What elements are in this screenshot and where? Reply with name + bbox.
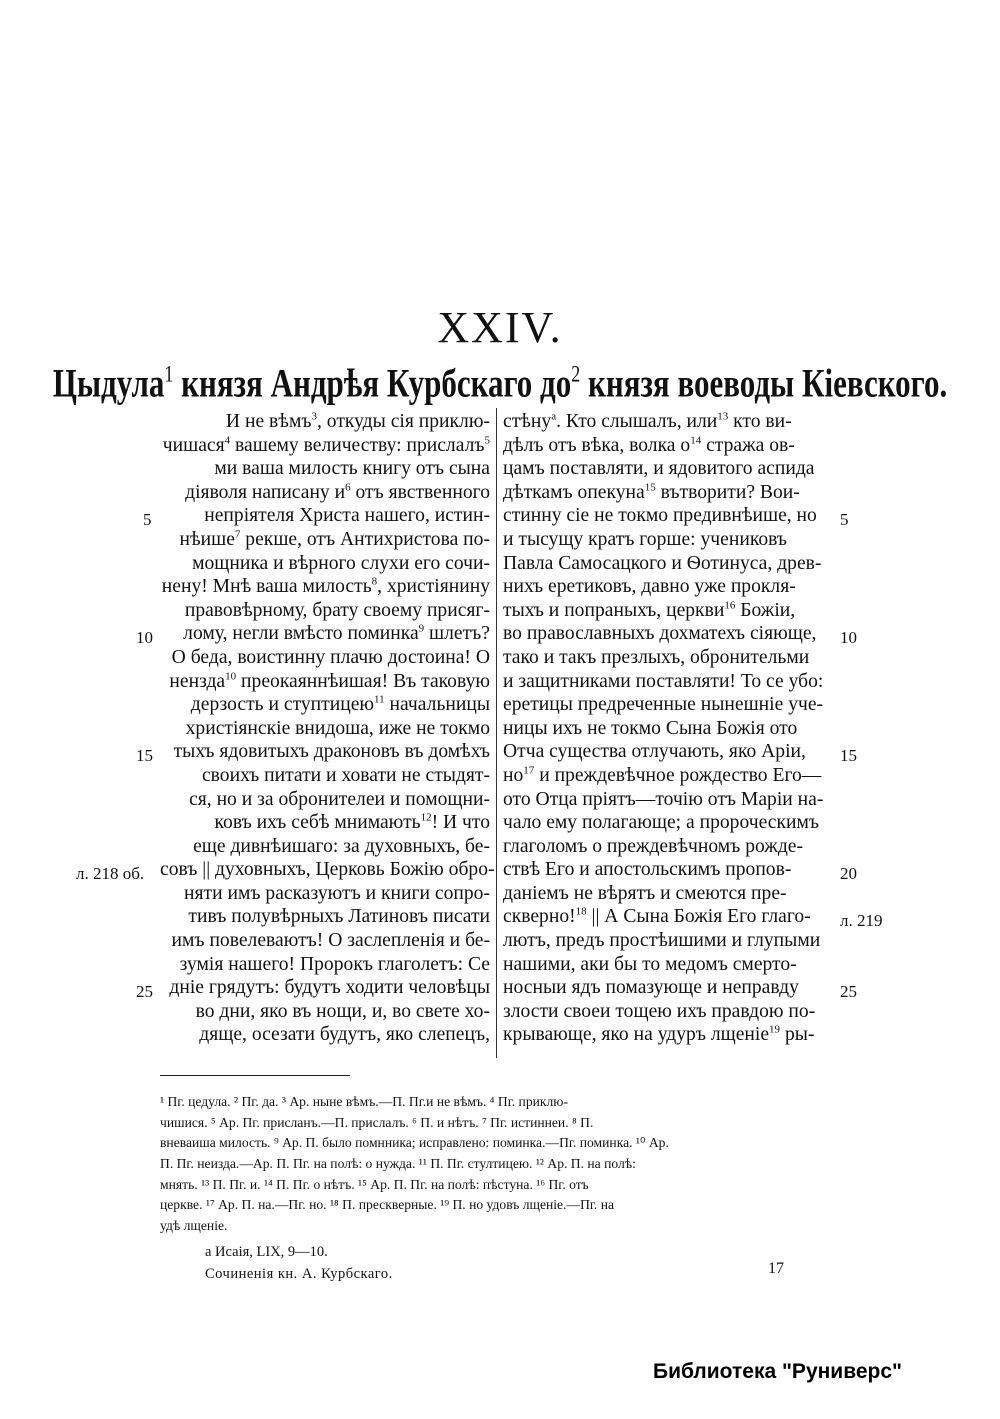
- text-segment: начальницы: [384, 694, 490, 716]
- text-segment: во дни, яко въ нощи, и, во свете хо-: [195, 1000, 490, 1022]
- footnote-line: удѣ лщеніе.: [160, 1218, 228, 1234]
- right-text-line: [503, 835, 836, 859]
- right-line-number: 10: [840, 628, 857, 647]
- footnote-line: П. Пг. неизда.—Ар. П. Пг. на полѣ: о нужда. ¹¹ П. Пг. стултицею. ¹² Ар. П. на полѣ:: [160, 1156, 636, 1172]
- text-segment: вашему величеству: прислалъ: [230, 434, 485, 456]
- folio-marker-right: л. 219: [840, 911, 883, 930]
- text-segment: ся, но и за обронителеи и помощни-: [189, 788, 490, 810]
- left-text-line: [160, 552, 490, 576]
- right-text-line: [503, 811, 836, 835]
- text-segment: . Кто слышалъ, или: [556, 411, 718, 432]
- text-segment: и тысущу кратъ горше: учениковъ: [503, 528, 788, 550]
- right-text-line: [503, 410, 836, 434]
- text-segment: чишася: [162, 434, 225, 456]
- right-text-line: [503, 646, 836, 670]
- text-segment: дерзость и ступтицею: [190, 694, 375, 716]
- left-text-line: [160, 740, 490, 764]
- text-segment: тыхъ ядовитыхъ драконовъ въ домѣхъ: [173, 741, 490, 763]
- text-segment: совъ || духовныхъ, Церковь Божію обро-: [160, 859, 495, 881]
- right-text-line: [503, 929, 836, 953]
- text-segment: нѣише: [179, 528, 235, 550]
- text-segment: ковъ ихъ себѣ мнимають: [214, 812, 421, 834]
- right-text-line: [503, 575, 836, 599]
- left-line-number: 15: [136, 746, 153, 765]
- text-segment: кто ви-: [728, 411, 792, 432]
- right-text-line: [503, 1000, 836, 1024]
- left-text-line: [160, 410, 490, 434]
- footnote-ref: а: [551, 410, 557, 423]
- text-segment: христіянскіе внидоша, иже не токмо: [185, 717, 490, 739]
- text-segment: дѣткамъ опекуна: [503, 481, 645, 503]
- footnote-a: а Исаія, LIX, 9—10.: [205, 1244, 328, 1260]
- text-segment: злости своеи тощею ихъ правдою по-: [503, 1000, 816, 1022]
- text-segment: ! И что: [431, 812, 490, 834]
- right-text-line: [503, 481, 836, 505]
- right-text-column: [503, 410, 836, 1047]
- footnote-ref: 7: [234, 528, 241, 541]
- text-segment: непріятеля Христа нашего, истин-: [204, 505, 490, 527]
- text-segment: вътворити? Вои-: [655, 481, 800, 503]
- text-segment: еретицы предреченные нынешніе уче-: [503, 694, 824, 716]
- left-text-line: [160, 457, 490, 481]
- left-text-line: [160, 575, 490, 599]
- text-segment: тако и такъ презлыхъ, обронительми: [503, 646, 810, 668]
- right-text-line: [503, 788, 836, 812]
- footnote-ref: 15: [644, 481, 656, 494]
- right-line-number: 15: [840, 746, 857, 765]
- text-segment: во православныхъ дохматехъ сіяюще,: [503, 623, 817, 645]
- text-segment: и преждевѣчное рождество Его—: [534, 764, 822, 786]
- text-segment: преокаяннѣишая! Въ таковую: [236, 670, 490, 692]
- footnote-ref: 8: [371, 575, 378, 588]
- left-text-line: [160, 670, 490, 694]
- left-text-line: [160, 599, 490, 623]
- right-text-line: [503, 1023, 836, 1047]
- left-text-line: [160, 646, 490, 670]
- text-segment: дніе грядутъ: будутъ ходити человѣцы: [169, 977, 490, 999]
- text-segment: ры-: [780, 1024, 815, 1046]
- footnote-line: чишися. ⁵ Ар. Пг. присланъ.—П. прислалъ. ⁶ П. и нѣтъ. ⁷ Пг. истиннеи. ⁸ П.: [160, 1114, 594, 1130]
- footnote-ref: 11: [374, 693, 385, 706]
- right-text-line: [503, 552, 836, 576]
- left-text-line: [160, 717, 490, 741]
- text-segment: ницы ихъ не токмо Сына Божія ото: [503, 717, 798, 739]
- text-segment: стѣну: [503, 411, 552, 432]
- right-text-line: [503, 622, 836, 646]
- footnote-ref: 1: [164, 360, 174, 387]
- chapter-title: [0, 360, 1000, 407]
- text-segment: дѣлъ отъ вѣка, волка о: [503, 434, 691, 456]
- chapter-title-text: князя Андрѣя Курбскаго до: [173, 360, 572, 406]
- left-text-line: [160, 976, 490, 1000]
- text-segment: Отча существа отлучають, яко Аріи,: [503, 741, 806, 763]
- text-segment: лютъ, предъ простѣишими и глупыми: [503, 930, 821, 952]
- right-text-line: [503, 858, 836, 882]
- text-segment: мощника и вѣрного слухи его сочи-: [192, 552, 490, 574]
- text-segment: и защитниками поставляти! То се убо:: [503, 670, 824, 692]
- column-divider: [496, 408, 497, 1058]
- text-segment: ото Отца пріятъ—точію отъ Маріи на-: [503, 788, 824, 810]
- left-line-number: 25: [136, 982, 153, 1001]
- left-text-line: [160, 622, 490, 646]
- text-segment: цамъ поставляти, и ядовитого аспида: [503, 458, 815, 480]
- left-line-number: 5: [143, 510, 152, 529]
- footnotes: [160, 1092, 832, 1237]
- text-segment: нензда: [169, 670, 226, 692]
- left-text-line: [160, 929, 490, 953]
- running-footer: Сочиненія кн. А. Курбскаго.: [205, 1266, 393, 1282]
- text-segment: своихъ питати и ховати не стыдят-: [201, 764, 490, 786]
- text-segment: ствѣ Его и апостольскимъ пропов-: [503, 859, 792, 881]
- right-text-line: [503, 953, 836, 977]
- footnote-ref: 18: [575, 905, 587, 918]
- left-text-line: [160, 481, 490, 505]
- footnote-ref: 10: [225, 670, 237, 682]
- footnote-line: ¹ Пг. цедула. ² Пг. да. ³ Ар. ныне вѣмъ.—П. Пг.и не вѣмъ. ⁴ Пг. приклю-: [160, 1094, 568, 1109]
- left-text-line: [160, 764, 490, 788]
- chapter-title-text: Цыдула: [52, 360, 165, 406]
- right-text-line: [503, 457, 836, 481]
- right-line-number: 20: [840, 864, 857, 883]
- left-text-line: [160, 858, 495, 882]
- text-segment: глаголомъ о преждевѣчномъ рожде-: [503, 835, 804, 857]
- left-text-line: [160, 788, 490, 812]
- footnote-ref: 13: [717, 410, 729, 423]
- text-segment: лому, негли вмѣсто поминка: [183, 623, 419, 645]
- text-segment: И не вѣмъ: [225, 411, 312, 432]
- text-segment: Божіи,: [735, 599, 796, 621]
- right-text-line: [503, 599, 836, 623]
- right-text-line: [503, 882, 836, 906]
- right-text-line: [503, 717, 836, 741]
- left-text-line: [160, 504, 490, 528]
- text-segment: даніемъ не вѣрятъ и смеются пре-: [503, 882, 787, 904]
- text-segment: стинну сіе не токмо предивнѣише, но: [503, 505, 817, 527]
- footnote-ref: 16: [724, 599, 736, 612]
- text-segment: но: [503, 764, 524, 786]
- text-segment: нашими, аки бы то медомъ смерто-: [503, 953, 797, 975]
- text-segment: діяволя написану и: [185, 481, 346, 503]
- text-segment: носныи ядъ помазующе и неправду: [503, 977, 799, 999]
- footnote-ref: 17: [523, 764, 535, 777]
- chapter-title-text: князя воеводы Кіевского.: [580, 360, 948, 406]
- footnote-line: вневаиша милость. ⁹ Ар. П. было помнника; исправлено: поминка.—Пг. поминка. ¹⁰ Ар.: [160, 1135, 669, 1151]
- text-segment: зумія нашего! Пророкъ глаголетъ: Се: [179, 953, 490, 975]
- left-text-line: [160, 882, 490, 906]
- left-text-line: [160, 693, 490, 717]
- text-segment: О беда, воистинну плачю достоина! О: [171, 646, 490, 668]
- right-text-line: [503, 740, 836, 764]
- text-segment: няти имъ расказуютъ и книги сопро-: [184, 882, 490, 904]
- right-text-line: [503, 528, 836, 552]
- footnote-ref: 12: [420, 811, 432, 824]
- left-text-line: [160, 905, 490, 929]
- left-text-line: [160, 434, 490, 458]
- left-text-line: [160, 835, 490, 859]
- text-segment: || А Сына Божія Его глаго-: [586, 906, 811, 928]
- right-line-number: 25: [840, 982, 857, 1001]
- text-segment: еще дивнѣишаго: за духовныхъ, бе-: [193, 835, 490, 857]
- chapter-number: XXIV.: [437, 303, 563, 352]
- text-segment: дяще, осезати будутъ, яко слепецъ,: [199, 1024, 490, 1046]
- text-segment: Павла Самосацкого и Ѳотинуса, древ-: [503, 552, 822, 574]
- text-segment: правовѣрному, брату своему присяг-: [184, 599, 490, 621]
- text-segment: нену! Мнѣ ваша милость: [161, 576, 372, 598]
- footnote-ref: 14: [690, 434, 702, 447]
- left-text-line: [160, 1000, 490, 1024]
- text-segment: рекше, отъ Антихристова по-: [240, 528, 490, 550]
- footnote-line: церкве. ¹⁷ Ар. П. на.—Пг. но. ¹⁸ П. прескверные. ¹⁹ П. но удовъ лщеніе.—Пг. на: [160, 1197, 615, 1213]
- text-segment: , откуды сія приклю-: [316, 411, 490, 432]
- footnote-rule: [160, 1075, 350, 1076]
- text-segment: крывающе, яко на удуръ лщеніе: [503, 1024, 770, 1046]
- text-segment: шлетъ?: [424, 623, 490, 645]
- footnote-line: мнять. ¹³ П. Пг. и. ¹⁴ П. Пг. о нѣтъ. ¹⁵ Ар. П. Пг. на полѣ: пѣстуна. ¹⁶ Пг. отъ: [160, 1176, 589, 1192]
- right-text-line: [503, 976, 836, 1000]
- left-text-line: [160, 528, 490, 552]
- footnote-ref: 9: [418, 622, 425, 635]
- page-number: 17: [768, 1260, 784, 1277]
- text-segment: тивъ полувѣрныхъ Латиновъ писати: [188, 906, 490, 928]
- right-text-line: [503, 434, 836, 458]
- footnote-ref: 19: [769, 1023, 781, 1036]
- right-text-line: [503, 670, 836, 694]
- footnote-ref: 5: [484, 434, 490, 447]
- footnote-ref: 6: [345, 481, 351, 494]
- left-text-column: [160, 410, 495, 1047]
- left-line-number: 10: [136, 628, 153, 647]
- folio-marker-left: л. 218 об.: [76, 864, 145, 883]
- text-segment: ми ваша милость книгу отъ сына: [214, 458, 490, 480]
- left-text-line: [160, 1023, 490, 1047]
- left-text-line: [160, 811, 490, 835]
- footnote-ref: 2: [571, 360, 581, 387]
- text-segment: , христіянину: [377, 576, 490, 598]
- right-line-number: 5: [840, 510, 849, 529]
- footnote-ref: 3: [311, 410, 317, 423]
- text-segment: скверно!: [503, 906, 576, 928]
- text-segment: чало ему полагающе; а пророческимъ: [503, 812, 820, 834]
- text-segment: отъ явственного: [350, 481, 490, 503]
- text-segment: тыхъ и попраныхъ, церкви: [503, 599, 725, 621]
- text-segment: нихъ еретиковъ, давно уже прокля-: [503, 576, 796, 598]
- footnote-ref: 4: [224, 434, 231, 447]
- text-segment: стража ов-: [701, 434, 795, 456]
- right-text-line: [503, 693, 836, 717]
- text-segment: имъ повелеваютъ! О заслепленія и бе-: [171, 930, 490, 952]
- right-text-line: [503, 764, 836, 788]
- library-watermark: Библиотека "Руниверс": [652, 1360, 902, 1383]
- right-text-line: [503, 905, 836, 929]
- left-text-line: [160, 953, 490, 977]
- right-text-line: [503, 504, 836, 528]
